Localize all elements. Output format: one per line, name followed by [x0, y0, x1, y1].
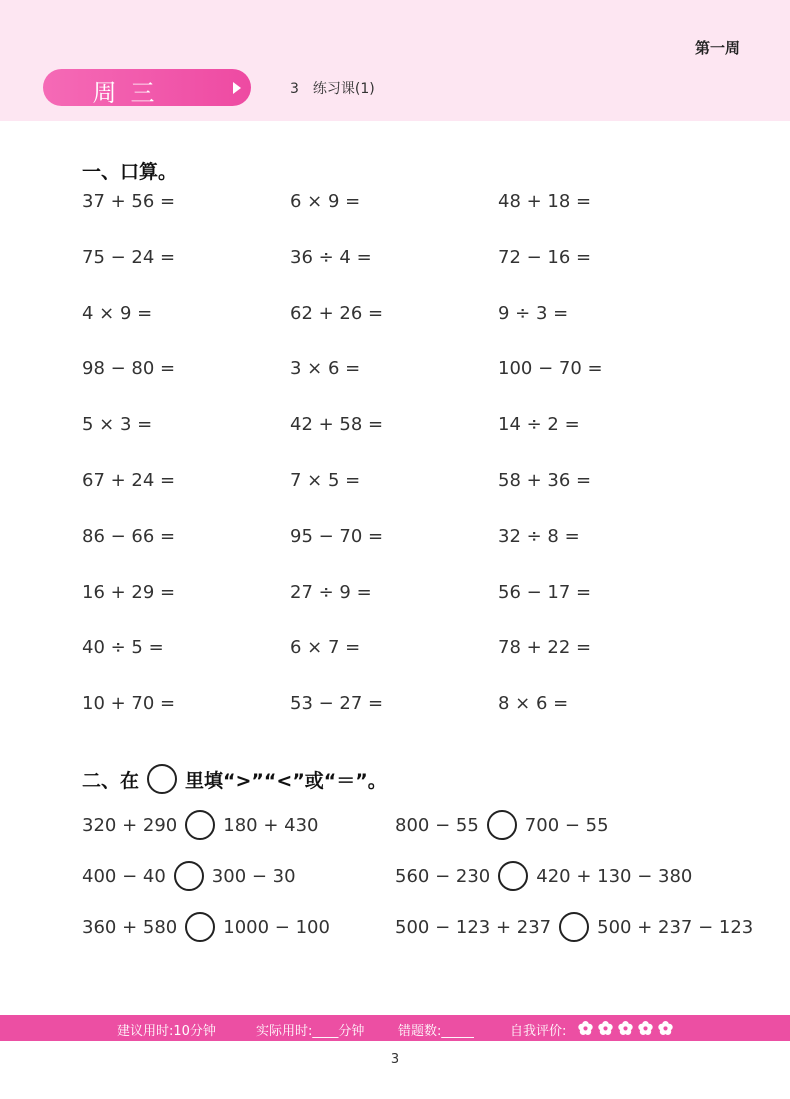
math-problem: 58 + 36 = [498, 469, 592, 491]
day-banner [43, 69, 251, 106]
comparison-right: 300 − 30 [211, 865, 296, 887]
math-problem: 98 − 80 = [82, 358, 176, 380]
math-problem: 9 ÷ 3 = [498, 302, 569, 324]
math-problem: 37 + 56 = [82, 191, 176, 212]
math-problem: 27 ÷ 9 = [290, 581, 372, 603]
comparison-right: 700 − 55 [524, 814, 609, 836]
section-1-title: 一、口算。 [82, 161, 178, 183]
math-problem: 32 ÷ 8 = [498, 525, 580, 547]
comparison-right: 180 + 430 [223, 814, 319, 836]
math-problem: 42 + 58 = [290, 414, 384, 436]
flower-icon[interactable] [577, 1020, 594, 1036]
math-problem: 72 − 16 = [498, 246, 592, 268]
comparison-grid [82, 808, 754, 961]
math-problem: 40 ÷ 5 = [82, 637, 164, 659]
comparison-problem [82, 910, 395, 944]
comparison-left: 800 − 55 [395, 814, 479, 836]
suggested-time: 建议用时:10分钟 [117, 1024, 216, 1039]
mental-math-grid [82, 191, 722, 749]
lesson-number: 3 [290, 81, 299, 97]
math-problem: 95 − 70 = [290, 525, 384, 547]
lesson-title: 练习课(1) [312, 81, 375, 97]
section-2-title-after: 里填“>”“<”或“＝”。 [185, 769, 387, 792]
math-problem: 56 − 17 = [498, 581, 592, 603]
page-number: 3 [390, 1052, 400, 1067]
answer-circle[interactable] [498, 861, 528, 891]
math-problem: 6 × 9 = [290, 191, 361, 212]
math-problem: 16 + 29 = [82, 581, 176, 603]
day-label: 周三 [92, 79, 169, 107]
week-label: 第一周 [694, 39, 740, 57]
answer-circle[interactable] [559, 912, 589, 942]
comparison-right: 420 + 130 − 380 [536, 865, 693, 887]
comparison-right: 500 + 237 − 123 [597, 916, 754, 938]
math-problem: 62 + 26 = [290, 302, 384, 324]
comparison-left: 500 − 123 + 237 [395, 916, 552, 938]
self-rating-label: 自我评价: [510, 1024, 567, 1039]
math-problem: 75 − 24 = [82, 246, 176, 268]
footer-bar [0, 1015, 790, 1041]
comparison-problem [82, 808, 395, 842]
comparison-problem [395, 910, 754, 944]
actual-time: 实际用时:____分钟 [256, 1024, 365, 1039]
math-problem: 48 + 18 = [498, 191, 592, 212]
section-2-title-before: 二、在 [82, 769, 140, 792]
comparison-left: 560 − 230 [395, 865, 491, 887]
math-problem: 67 + 24 = [82, 469, 176, 491]
math-problem: 86 − 66 = [82, 525, 176, 547]
comparison-right: 1000 − 100 [223, 916, 330, 938]
flower-icon[interactable] [657, 1020, 674, 1036]
math-problem: 78 + 22 = [498, 637, 592, 659]
math-problem: 3 × 6 = [290, 358, 361, 380]
comparison-left: 320 + 290 [82, 814, 178, 836]
answer-circle[interactable] [185, 912, 215, 942]
lesson-heading [290, 78, 375, 98]
answer-circle[interactable] [185, 810, 215, 840]
comparison-left: 360 + 580 [82, 916, 178, 938]
math-problem: 7 × 5 = [290, 469, 361, 491]
math-problem: 10 + 70 = [82, 693, 176, 715]
math-problem: 4 × 9 = [82, 302, 153, 324]
math-problem: 6 × 7 = [290, 637, 361, 659]
circle-icon [147, 764, 177, 794]
section-2-title [82, 764, 387, 794]
math-problem: 100 − 70 = [498, 358, 603, 380]
math-problem: 8 × 6 = [498, 693, 569, 715]
self-rating-flowers [577, 1020, 674, 1036]
comparison-problem [82, 859, 395, 893]
answer-circle[interactable] [487, 810, 517, 840]
flower-icon[interactable] [637, 1020, 654, 1036]
error-count: 错题数:_____ [398, 1024, 474, 1039]
comparison-problem [395, 808, 722, 842]
answer-circle[interactable] [174, 861, 204, 891]
math-problem: 5 × 3 = [82, 414, 153, 436]
flower-icon[interactable] [617, 1020, 634, 1036]
math-problem: 14 ÷ 2 = [498, 414, 580, 436]
flower-icon[interactable] [597, 1020, 614, 1036]
comparison-problem [395, 859, 722, 893]
comparison-left: 400 − 40 [82, 865, 166, 887]
math-problem: 36 ÷ 4 = [290, 246, 372, 268]
math-problem: 53 − 27 = [290, 693, 384, 715]
arrow-right-icon [233, 82, 241, 94]
